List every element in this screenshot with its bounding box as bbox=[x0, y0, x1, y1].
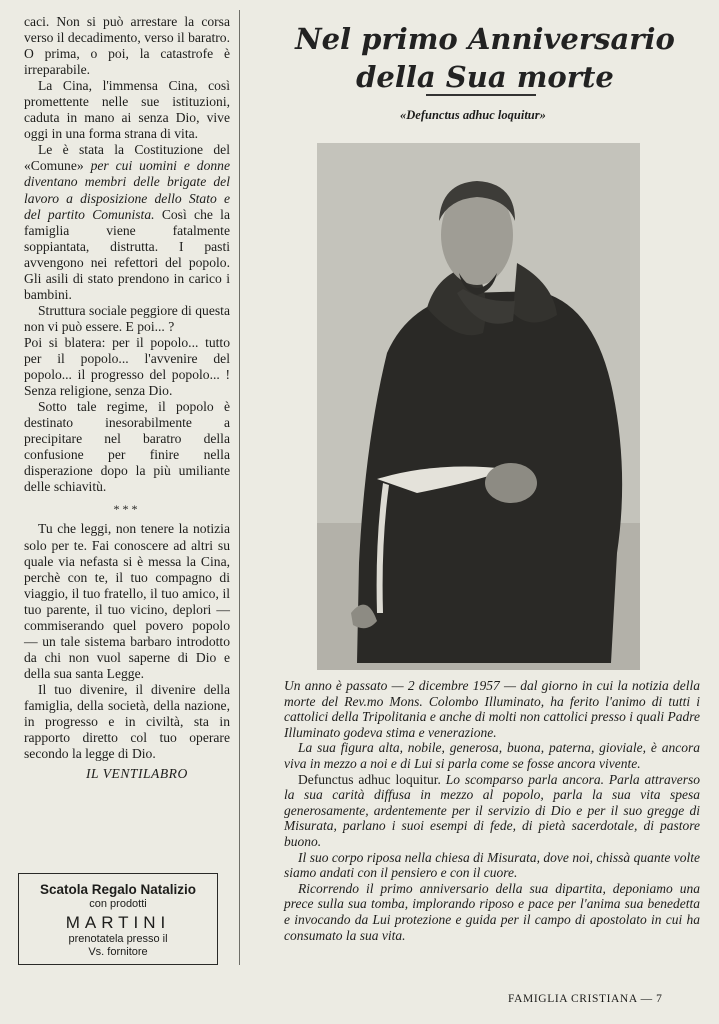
article-paragraph: Il suo corpo riposa nella chiesa di Misurata, dove noi, chissà quante volte siamo andati con il pensiero e con il cuore. bbox=[284, 849, 700, 881]
section-separator: *** bbox=[113, 502, 141, 517]
article-paragraph bbox=[284, 678, 700, 740]
friar-portrait-illustration bbox=[317, 143, 640, 670]
article-text: Lo scomparso parla ancora. Parla attraverso la sua carità diffusa in mezzo al popolo, parla la sua vita spesa generosamente, ardentemente per il servizio di Dio e per il suo gregge di Misurata, parlano i suoi esempi di fede, di pietà sacerdotale, di pastore buono. bbox=[284, 771, 700, 849]
headline-rule bbox=[426, 94, 536, 96]
left-paragraph: Il tuo divenire, il divenire della famiglia, della società, della nazione, in progresso e in civiltà, sta in rapporto diretto col tuo operare secondo la legge di Dio. bbox=[24, 681, 230, 762]
left-paragraph bbox=[24, 142, 230, 302]
epigraph: «Defunctus adhuc loquitur» bbox=[400, 108, 546, 122]
column-divider bbox=[239, 10, 240, 965]
left-paragraph: Poi si blatera: per il popolo... tutto per il popolo... l'avvenire del popolo... il progresso del popolo... ! Senza religione, senza Dio. bbox=[24, 334, 230, 399]
left-paragraph: Struttura sociale peggiore di questa non vi può essere. E poi... ? bbox=[24, 302, 230, 334]
left-paragraph: caci. Non si può arrestare la corsa verso il decadimento, verso il baratro. O prima, o poi, la catastrofe è irreparabile. bbox=[24, 14, 230, 78]
martini-advertisement bbox=[18, 873, 218, 965]
author-signature: IL VENTILABRO bbox=[86, 766, 188, 782]
article-paragraph: Ricorrendo il primo anniversario della sua dipartita, deponiamo una prece sulla sua tomba, implorando riposo e pace per l'anima sua benedetta e invocando da Lui protezione e guida per il campo di apostolato in cui ha consumato la sua vita. bbox=[284, 880, 700, 943]
family-text: Così che la famiglia viene fatalmente soppiantata, distrutta. I pasti avvengono nei refettori del popolo. Gli asili di stato prendono in carico i bambini. bbox=[24, 206, 230, 302]
article-date: — 2 dicembre 1957 — bbox=[391, 678, 516, 693]
ad-line: Vs. fornitore bbox=[88, 946, 148, 958]
article-paragraph bbox=[284, 772, 700, 850]
article-headline bbox=[250, 20, 719, 96]
article-opening: Un anno è passato bbox=[284, 678, 388, 693]
left-paragraph: Sotto tale regime, il popolo è destinato inesorabilmente a precipitare nel baratro della confusione per finire nella disperazione dopo la più umiliante delle schiavitù. bbox=[24, 399, 230, 495]
ad-subtitle: con prodotti bbox=[89, 898, 147, 910]
article-paragraph: La sua figura alta, nobile, generosa, buona, paterna, gioviale, è ancora viva in mezzo a noi e di Lui si parla come se fosse ancora vivente. bbox=[284, 740, 700, 771]
left-paragraph: Tu che leggi, non tenere la notizia solo per te. Fai conoscere ad altri su quale via nefasta si è messa la Cina, perchè con te, il tuo compagno di viaggio, il tuo fratello, il tuo amico, il tuo parente, il tuo vicino, deplori — commiserando quel povero popolo — un tale sistema barbaro introdotto da chi non vuol saperne di Dio e della sua santa Legge. bbox=[24, 521, 230, 681]
brigades-text: per cui uomini e donne diventano membri delle brigate del lavoro a disposizione dello Stato e del partito Comunista. bbox=[24, 158, 230, 222]
ad-title: Scatola Regalo Natalizio bbox=[39, 882, 197, 897]
article-body bbox=[284, 678, 700, 943]
ad-brand: MARTINI bbox=[65, 913, 171, 932]
portrait-photo bbox=[317, 143, 640, 670]
headline-line-2: della Sua morte bbox=[356, 60, 614, 94]
article-text: dal giorno in cui la notizia della morte del Rev.mo Mons. Colombo Illuminato, ha ferito l'animo di tutti i cattolici della Tripolitania e anche di molti non cattolici presso i quali Padre Illuminato godeva stima e venerazione. bbox=[284, 678, 701, 740]
ad-line: prenotatela presso il bbox=[68, 933, 168, 945]
latin-motto: Defunctus adhuc loquitur. bbox=[298, 771, 441, 787]
constitution-text: Le è stata la Costituzione del «Comune» bbox=[24, 142, 230, 174]
left-paragraph: La Cina, l'immensa Cina, così promettente nelle sue istituzioni, caduta in mano ai senza Dio, vive oggi in una forma strana di vita. bbox=[24, 78, 230, 142]
page-footer: FAMIGLIA CRISTIANA — 7 bbox=[508, 993, 663, 1005]
left-column bbox=[24, 14, 230, 782]
headline-line-1: Nel primo Anniversario bbox=[295, 22, 675, 56]
